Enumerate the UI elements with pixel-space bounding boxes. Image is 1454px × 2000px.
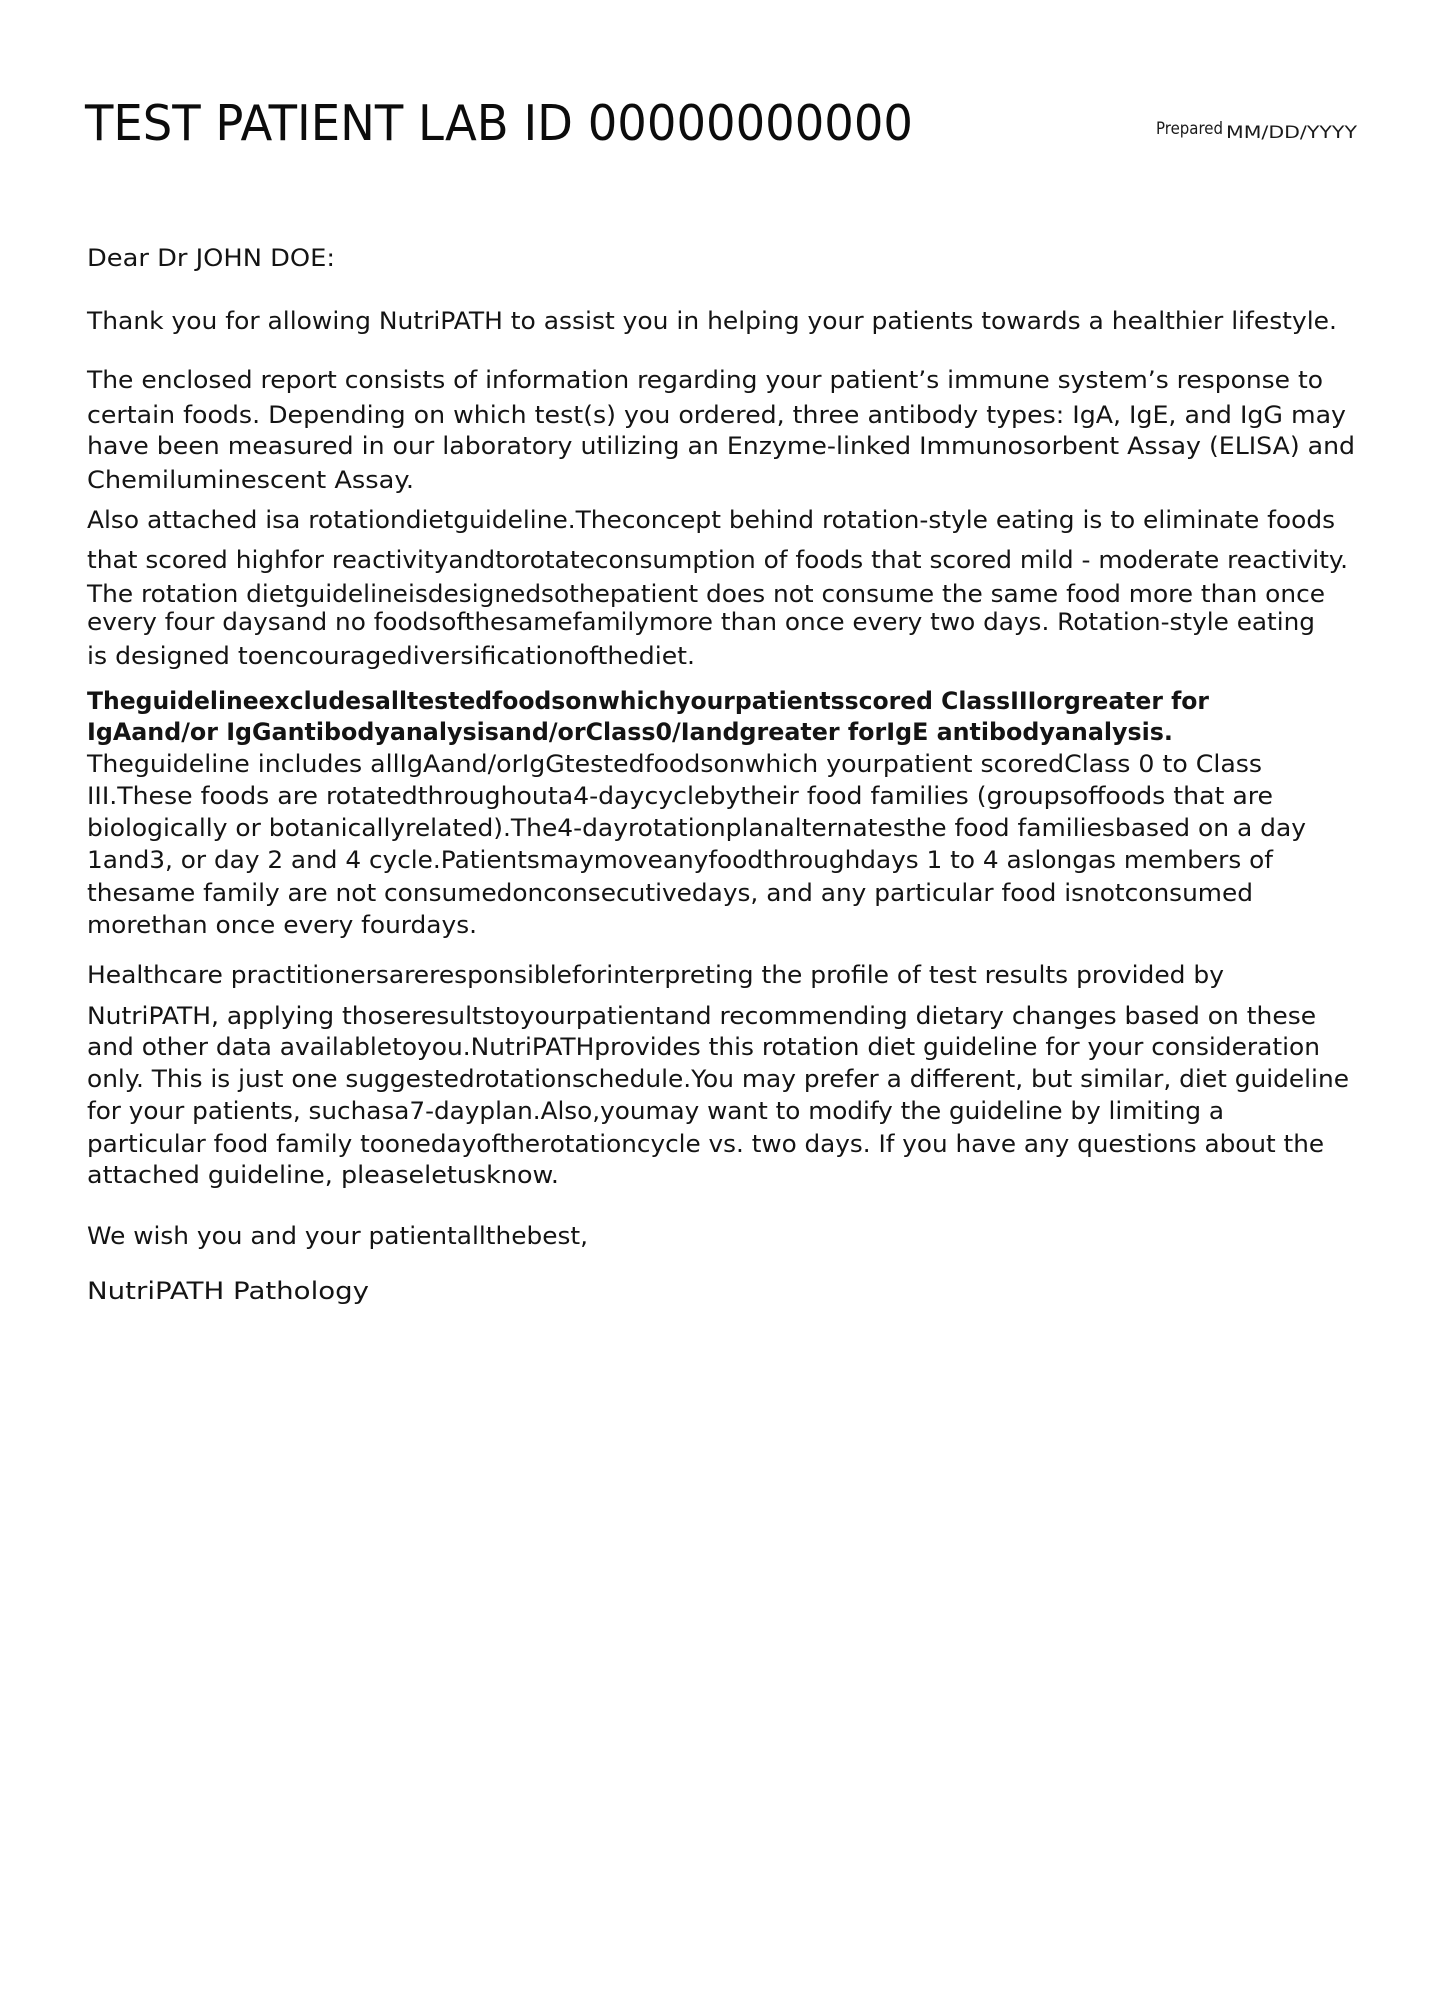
paragraph-line: for your patients, suchasa7-dayplan.Also,youmay want to modify the guideline by limiting a xyxy=(87,1097,1225,1125)
intro-paragraph: Thank you for allowing NutriPATH to assist you in helping your patients towards a healthier lifestyle. xyxy=(87,307,1337,335)
paragraph-line: III.These foods are rotatedthroughouta4-daycyclebytheir food families (groupsoffoods that are xyxy=(87,782,1274,810)
paragraph-line: thesame family are not consumedonconsecutivedays, and any particular food isnotconsumed xyxy=(87,879,1253,907)
paragraph-line: have been measured in our laboratory utilizing an Enzyme-linked Immunosorbent Assay (ELISA) and xyxy=(87,432,1356,460)
signature: NutriPATH Pathology xyxy=(87,1277,370,1305)
prepared-label: Prepared xyxy=(1156,119,1223,139)
paragraph-line: particular food family toonedayoftherotationcycle vs. two days. If you have any questions about the xyxy=(87,1130,1325,1158)
page-title: TEST PATIENT LAB ID 00000000000 xyxy=(85,95,914,152)
paragraph-line: biologically or botanicallyrelated).The4-dayrotationplanalternatesthe food familiesbased on a day xyxy=(87,814,1307,842)
paragraph-line: certain foods. Depending on which test(s) you ordered, three antibody types: IgA, IgE, and IgG may xyxy=(87,401,1346,429)
paragraph-line: NutriPATH, applying thoseresultstoyourpatientand recommending dietary changes based on these xyxy=(87,1002,1317,1030)
paragraph-line: morethan once every fourdays. xyxy=(87,911,478,939)
paragraph-line: is designed toencouragediversificationofthediet. xyxy=(87,642,696,670)
prepared-date: MM/DD/YYYY xyxy=(1226,123,1357,143)
paragraph-line-bold: Theguidelineexcludesalltestedfoodsonwhichyourpatientsscored ClassIIIorgreater for xyxy=(87,687,1209,715)
paragraph-line: every four daysand no foodsofthesamefamilymore than once every two days. Rotation-style eating xyxy=(87,608,1316,636)
paragraph-line: only. This is just one suggestedrotationschedule.You may prefer a different, but similar, diet guideline xyxy=(87,1065,1349,1093)
paragraph-line: The enclosed report consists of information regarding your patient’s immune system’s response to xyxy=(87,366,1323,394)
paragraph-line: attached guideline, pleaseletusknow. xyxy=(87,1161,560,1189)
paragraph-line: that scored highfor reactivityandtorotateconsumption of foods that scored mild - moderate reactivity. xyxy=(87,546,1348,574)
paragraph-line: Also attached isa rotationdietguideline.Theconcept behind rotation-style eating is to eliminate foods xyxy=(87,506,1336,534)
paragraph-line: 1and3, or day 2 and 4 cycle.Patientsmaymoveanyfoodthroughdays 1 to 4 aslongas members of xyxy=(87,846,1273,874)
paragraph-line: Chemiluminescent Assay. xyxy=(87,466,415,494)
paragraph-line-bold: IgAand/or IgGantibodyanalysisand/orClass0/Iandgreater forIgE antibodyanalysis. xyxy=(87,718,1173,746)
paragraph-line: and other data availabletoyou.NutriPATHprovides this rotation diet guideline for your consideration xyxy=(87,1033,1321,1061)
closing-line: We wish you and your patientallthebest, xyxy=(87,1222,588,1250)
paragraph-line: The rotation dietguidelineisdesignedsothepatient does not consume the same food more than once xyxy=(87,580,1325,608)
paragraph-line: Theguideline includes allIgAand/orIgGtestedfoodsonwhich yourpatient scoredClass 0 to Class xyxy=(87,750,1263,778)
salutation: Dear Dr JOHN DOE: xyxy=(87,244,336,272)
paragraph-line: Healthcare practitionersareresponsibleforinterpreting the profile of test results provided by xyxy=(87,961,1224,989)
